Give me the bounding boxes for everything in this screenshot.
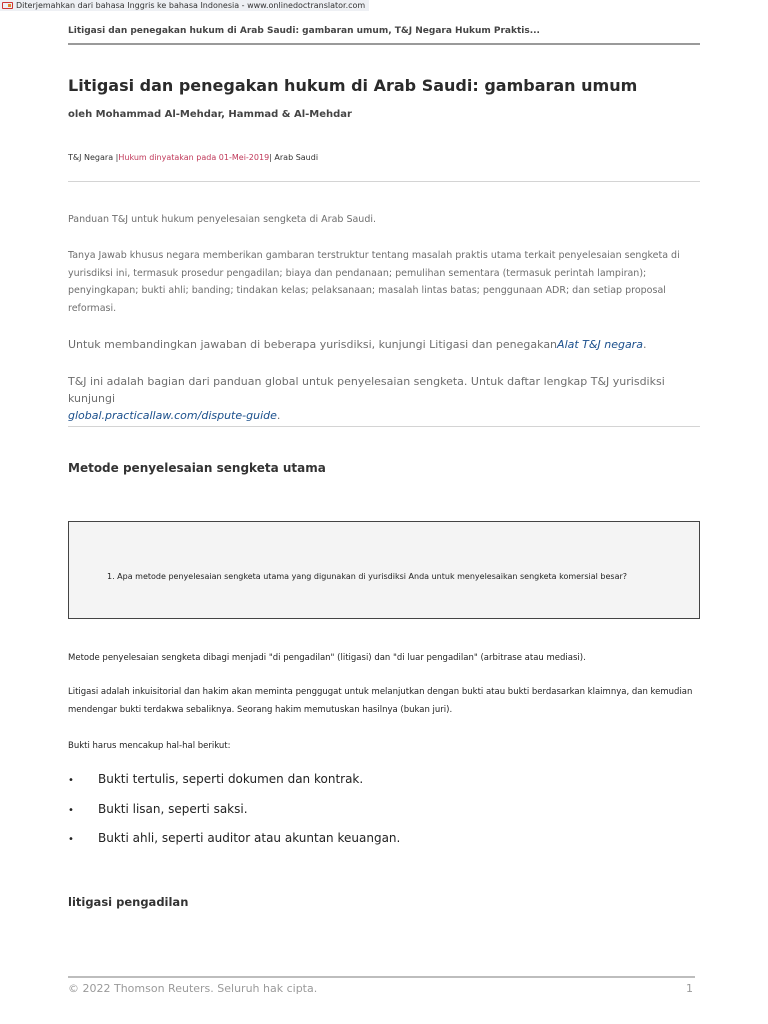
question-box xyxy=(68,521,700,619)
guide-paragraph: T&J ini adalah bagian dari panduan global untuk penyelesaian sengketa. Untuk daftar lengkap T&J yurisdiksi kunjungi global.practicallaw.com/dispute-guide. xyxy=(68,375,665,422)
translator-logo-icon xyxy=(2,2,13,9)
document-title: Litigasi dan penegakan hukum di Arab Saudi: gambaran umum xyxy=(68,76,638,95)
list-item xyxy=(68,772,363,786)
meta-separator: | xyxy=(269,153,275,162)
document-author: oleh Mohammad Al-Mehdar, Hammad & Al-Mehdar xyxy=(68,109,352,120)
list-item-text: Bukti tertulis, seperti dokumen dan kontrak. xyxy=(98,772,364,786)
answer-paragraph: Bukti harus mencakup hal-hal berikut: xyxy=(68,741,231,751)
dispute-guide-link[interactable]: global.practicallaw.com/dispute-guide xyxy=(68,409,277,422)
answer-paragraph: Metode penyelesaian sengketa dibagi menjadi "di pengadilan" (litigasi) dan "di luar pengadilan" (arbitrase atau mediasi). xyxy=(68,653,586,663)
meta-separator: | xyxy=(113,153,119,162)
section-heading: Metode penyelesaian sengketa utama xyxy=(68,461,326,475)
list-item-text: Bukti ahli, seperti auditor atau akuntan keuangan. xyxy=(98,831,401,845)
compare-paragraph: Untuk membandingkan jawaban di beberapa yurisdiksi, kunjungi Litigasi dan penegakanAlat T&J negara. xyxy=(68,338,647,351)
law-stated-date: Hukum dinyatakan pada 01-Mei-2019 xyxy=(118,153,270,162)
translation-banner-text: Diterjemahkan dari bahasa Inggris ke bahasa Indonesia - www.onlinedoctranslator.com xyxy=(16,1,366,10)
intro-paragraph: Panduan T&J untuk hukum penyelesaian sengketa di Arab Saudi. xyxy=(68,214,377,225)
footer-divider xyxy=(68,976,695,978)
list-item xyxy=(68,802,248,816)
running-header: Litigasi dan penegakan hukum di Arab Saudi: gambaran umum, T&J Negara Hukum Praktis... xyxy=(68,26,540,36)
page-number: 1 xyxy=(686,982,693,995)
header-divider xyxy=(68,43,700,45)
guide-text: T&J ini adalah bagian dari panduan global untuk penyelesaian sengketa. Untuk daftar lengkap T&J yurisdiksi kunjungi xyxy=(68,375,665,405)
document-meta xyxy=(68,153,318,162)
bullet-icon: • xyxy=(68,834,74,845)
translation-banner[interactable] xyxy=(0,0,369,11)
list-item xyxy=(68,831,400,845)
list-item-text: Bukti lisan, seperti saksi. xyxy=(98,802,248,816)
intro-divider xyxy=(68,426,700,427)
meta-divider xyxy=(68,181,700,182)
section-heading: litigasi pengadilan xyxy=(68,895,189,909)
intro-paragraph: Tanya Jawab khusus negara memberikan gambaran terstruktur tentang masalah praktis utama terkait penyelesaian sengketa di yurisdiksi ini, termasuk prosedur pengadilan; biaya dan pendanaan; pemulihan sementara (termasuk perintah lampiran); penyingkapan; bukti ahli; banding; tindakan kelas; pelaksanaan; masalah lintas batas; penggunaan ADR; dan setiap proposal reformasi. xyxy=(68,250,680,314)
resource-type: T&J Negara xyxy=(68,153,114,162)
bullet-icon: • xyxy=(68,805,74,816)
copyright-notice: © 2022 Thomson Reuters. Seluruh hak cipta. xyxy=(68,982,318,995)
bullet-icon: • xyxy=(68,775,74,786)
compare-text: Untuk membandingkan jawaban di beberapa yurisdiksi, kunjungi Litigasi dan penegakan xyxy=(68,338,558,351)
question-text: 1. Apa metode penyelesaian sengketa utama yang digunakan di yurisdiksi Anda untuk menyelesaikan sengketa komersial besar? xyxy=(107,572,628,581)
answer-paragraph: Litigasi adalah inkuisitorial dan hakim akan meminta penggugat untuk melanjutkan dengan bukti atau bukti berdasarkan klaimnya, dan kemudian mendengar bukti terdakwa sebaliknya. Seorang hakim memutuskan hasilnya (bukan juri). xyxy=(68,687,693,715)
jurisdiction: Arab Saudi xyxy=(274,153,319,162)
country-qa-tool-link[interactable]: Alat T&J negara xyxy=(557,338,643,351)
